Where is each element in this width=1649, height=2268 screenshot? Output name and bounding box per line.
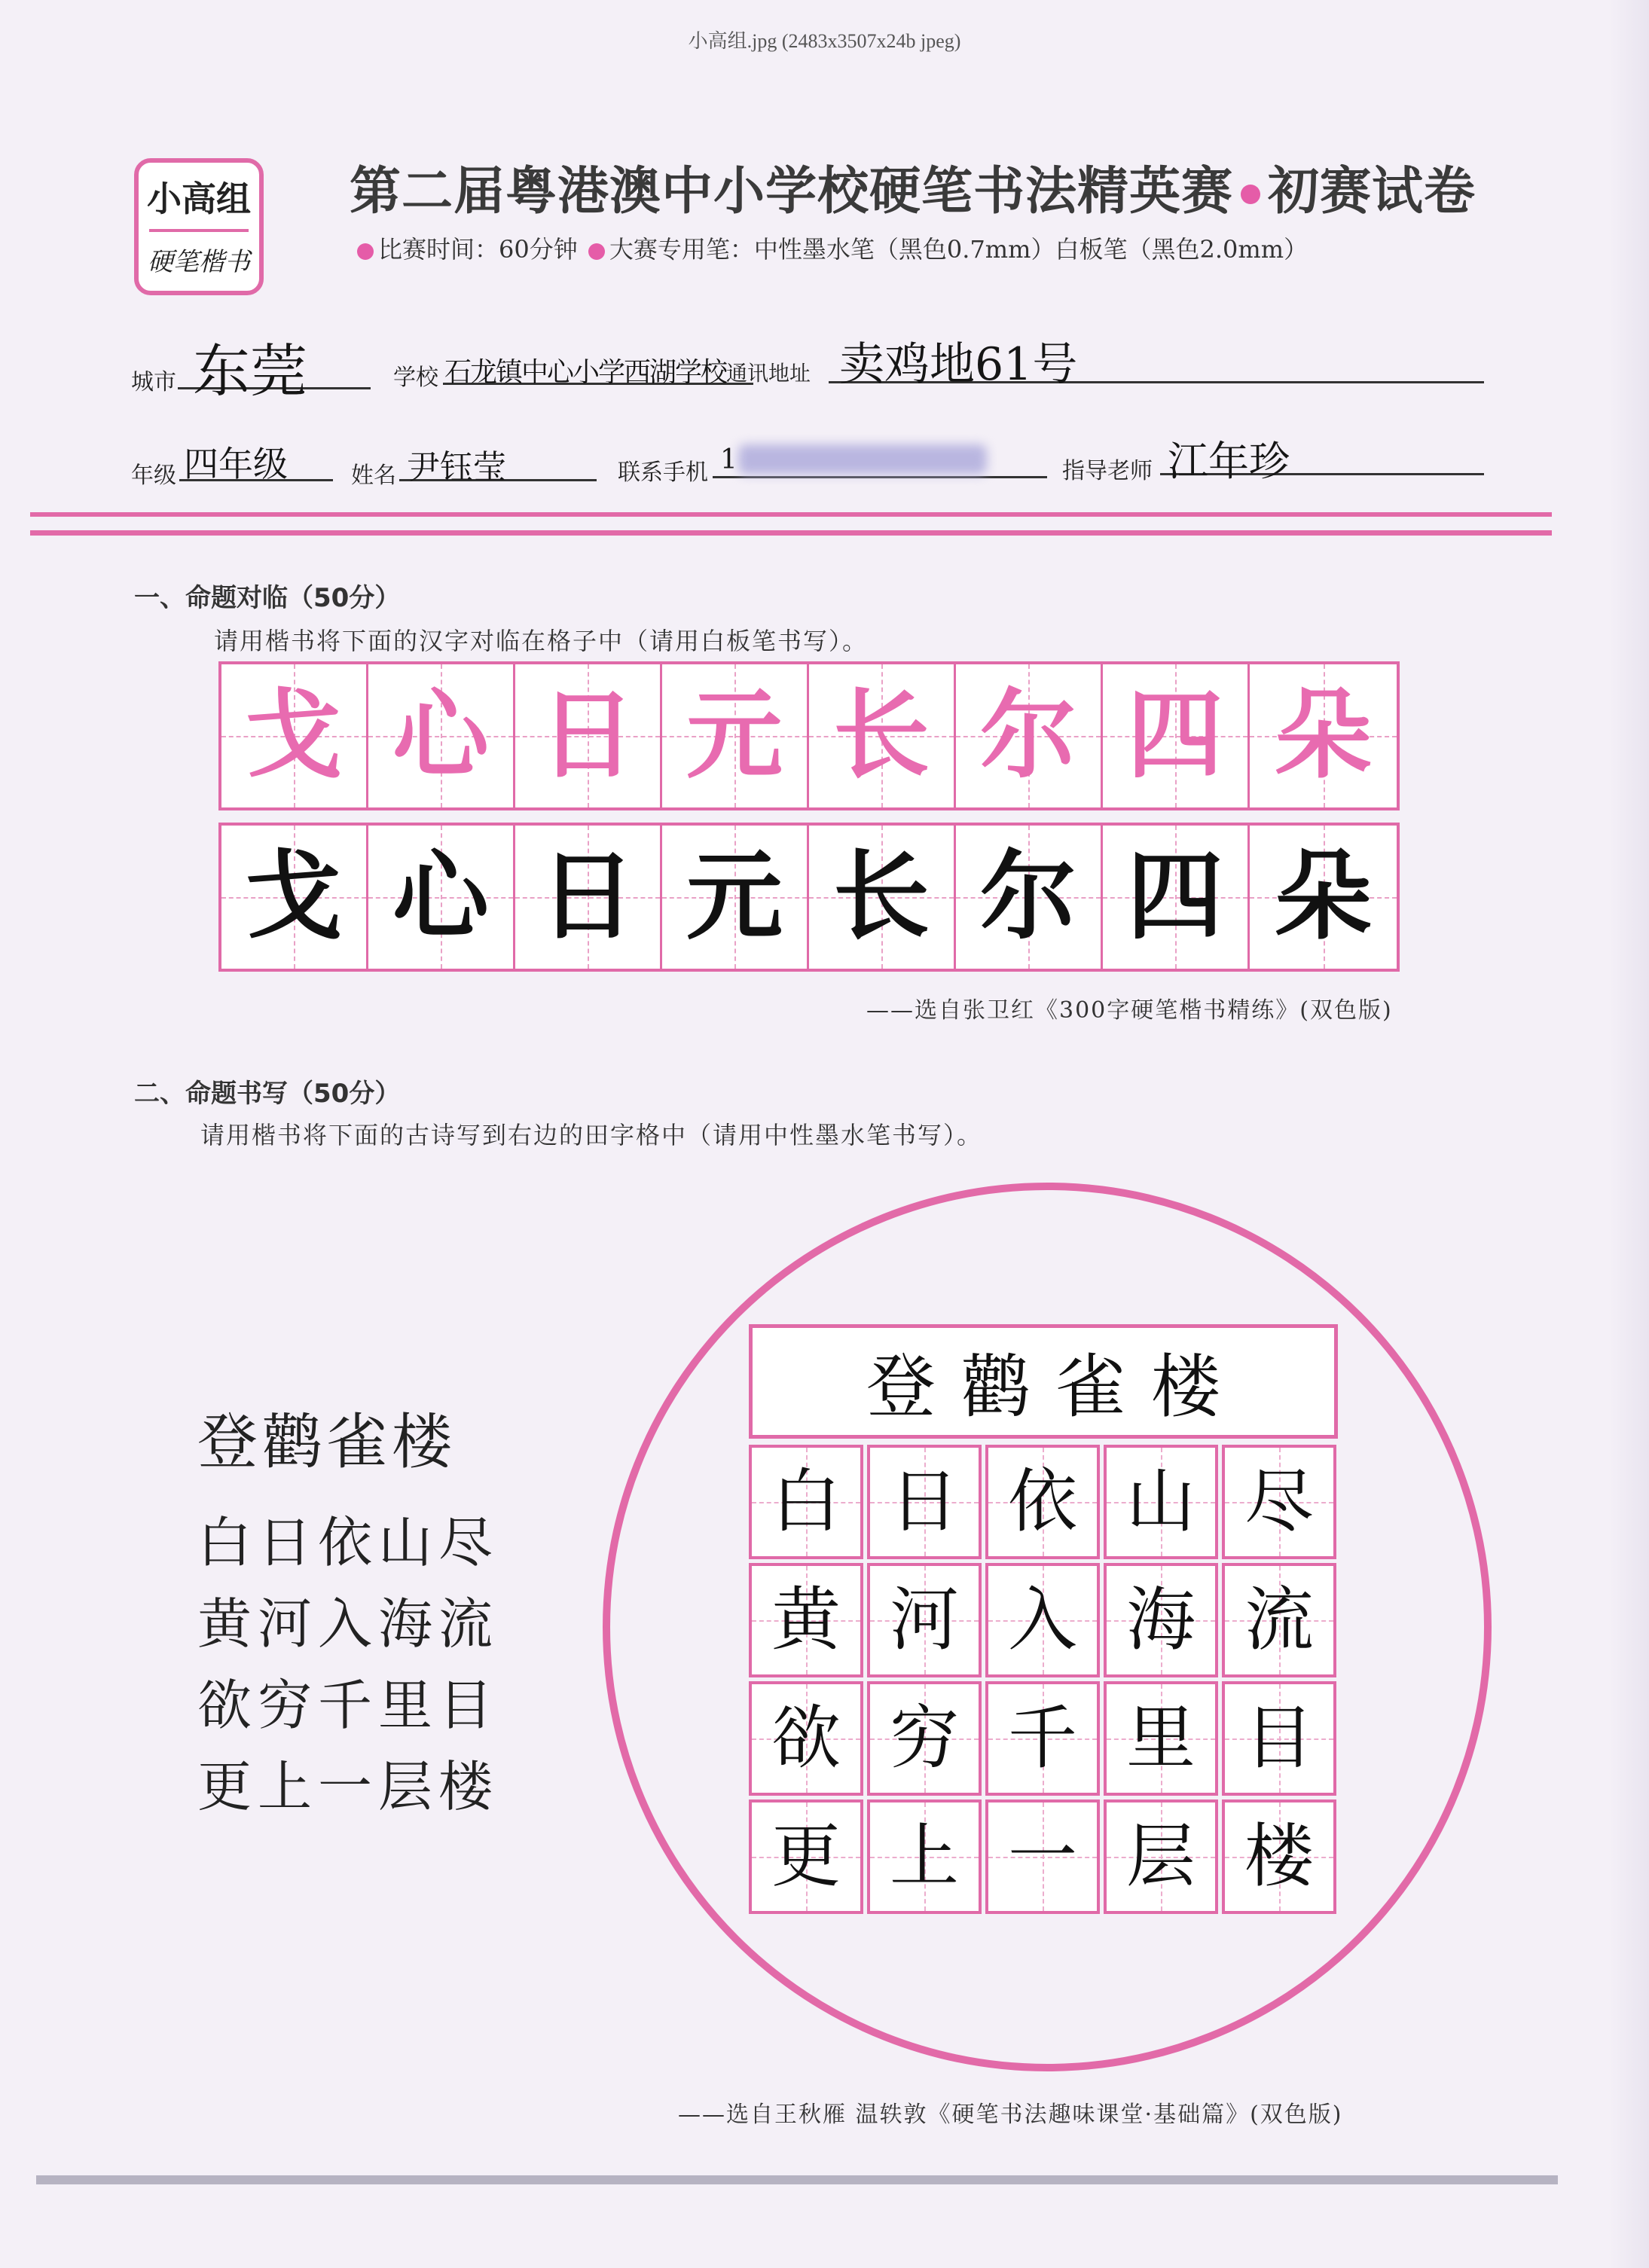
pen-note: 大赛专用笔：中性墨水笔（黑色0.7mm）白板笔（黑色2.0mm）	[609, 235, 1309, 264]
poem-line: 黄河入海流	[197, 1592, 499, 1656]
tianzige-cell[interactable]	[749, 1445, 863, 1559]
copied-char: 长	[832, 841, 930, 953]
section2-instruction: 请用楷书将下面的古诗写到右边的田字格中（请用中性墨水笔书写）。	[200, 1121, 983, 1149]
file-caption: 小高组.jpg (2483x3507x24b jpeg)	[688, 30, 961, 52]
model-cell	[956, 664, 1103, 807]
school-label: 学校	[393, 365, 438, 391]
scan-edge	[1608, 0, 1649, 2268]
title-main: 第二届粤港澳中小学校硬笔书法精英赛	[350, 162, 1234, 221]
model-char: 四	[1126, 679, 1223, 792]
written-char: 层	[1125, 1816, 1196, 1897]
name-label: 姓名	[351, 462, 396, 489]
tianzige-cell[interactable]	[985, 1681, 1100, 1796]
header-divider-top	[30, 512, 1552, 517]
written-char: 一	[1007, 1816, 1077, 1897]
section1-instruction: 请用楷书将下面的汉字对临在格子中（请用白板笔书写）。	[214, 627, 869, 655]
tianzige-cell[interactable]	[985, 1563, 1100, 1677]
title-suffix: 初赛试卷	[1268, 162, 1476, 221]
written-char: 黄	[771, 1580, 841, 1660]
phone-field[interactable]: 1	[720, 444, 737, 475]
written-char: 千	[1007, 1698, 1077, 1778]
grid-row	[749, 1681, 1340, 1796]
model-cell	[221, 664, 368, 807]
written-char: 穷	[889, 1698, 959, 1778]
tianzige-cell[interactable]	[1104, 1445, 1218, 1559]
copy-cell[interactable]	[662, 826, 809, 969]
tianzige-cell[interactable]	[867, 1799, 982, 1914]
copied-char: 戈	[245, 841, 342, 953]
copy-cell[interactable]	[515, 826, 662, 969]
tianzige-cell[interactable]	[1222, 1445, 1336, 1559]
city-field[interactable]: 东莞	[193, 337, 307, 404]
footer-bar	[36, 2175, 1558, 2184]
copy-cell[interactable]	[1250, 826, 1397, 969]
model-cell	[1103, 664, 1250, 807]
tianzige-cell[interactable]	[1104, 1563, 1218, 1677]
tianzige-cell[interactable]	[1222, 1563, 1336, 1677]
tianzige-cell[interactable]	[985, 1799, 1100, 1914]
tianzige-grid	[749, 1445, 1340, 1918]
copied-char: 尔	[979, 841, 1076, 953]
copied-char: 四	[1126, 841, 1223, 953]
written-title: 登鹳雀楼	[866, 1347, 1246, 1427]
tianzige-cell[interactable]	[867, 1563, 982, 1677]
phone-label: 联系手机	[618, 459, 708, 486]
copy-cell[interactable]	[368, 826, 515, 969]
tianzige-cell[interactable]	[985, 1445, 1100, 1559]
teacher-field[interactable]: 江年珍	[1168, 438, 1290, 485]
tianzige-cell[interactable]	[1104, 1681, 1218, 1796]
written-char: 海	[1125, 1580, 1196, 1660]
written-char: 欲	[771, 1698, 841, 1778]
bullet-icon	[357, 243, 374, 260]
model-char: 长	[832, 679, 930, 792]
written-char: 流	[1244, 1580, 1314, 1660]
poem-title: 登鹳雀楼	[197, 1407, 457, 1477]
city-label: 城市	[131, 369, 176, 395]
poem-line: 欲穷千里目	[197, 1674, 499, 1737]
written-char: 山	[1125, 1461, 1196, 1542]
badge-group-label: 小高组	[147, 179, 251, 219]
header-divider-bottom	[30, 530, 1552, 536]
written-char: 依	[1007, 1461, 1077, 1542]
grid-row	[749, 1799, 1340, 1914]
model-char: 日	[539, 679, 636, 792]
exam-notes	[354, 230, 1308, 265]
grade-label: 年级	[131, 462, 176, 489]
model-cell	[662, 664, 809, 807]
written-title-box[interactable]	[749, 1324, 1338, 1439]
written-char: 目	[1244, 1698, 1314, 1778]
copied-char: 朵	[1275, 841, 1372, 953]
tianzige-cell[interactable]	[749, 1563, 863, 1677]
written-char: 入	[1007, 1580, 1077, 1660]
poem-line: 更上一层楼	[197, 1755, 499, 1818]
copy-cell[interactable]	[809, 826, 956, 969]
model-char: 心	[392, 679, 489, 792]
grid-row	[749, 1445, 1340, 1559]
name-field[interactable]: 尹钰莹	[407, 448, 506, 487]
written-char: 上	[889, 1816, 959, 1897]
copied-char: 元	[686, 841, 783, 953]
badge-category-label: 硬笔楷书	[148, 247, 250, 277]
tianzige-cell[interactable]	[1222, 1799, 1336, 1914]
grade-field[interactable]: 四年级	[184, 444, 288, 484]
phone-line	[713, 476, 1047, 478]
address-field[interactable]: 卖鸡地61号	[839, 338, 1078, 391]
written-char: 楼	[1244, 1816, 1314, 1897]
tianzige-cell[interactable]	[1222, 1681, 1336, 1796]
model-char: 元	[686, 679, 783, 792]
copied-char: 日	[539, 841, 636, 953]
written-char: 白	[771, 1461, 841, 1542]
written-char: 日	[889, 1461, 959, 1542]
time-note: 比赛时间：60分钟	[378, 235, 578, 264]
tianzige-cell[interactable]	[867, 1681, 982, 1796]
model-char: 戈	[245, 679, 342, 792]
tianzige-cell[interactable]	[749, 1681, 863, 1796]
tianzige-cell[interactable]	[749, 1799, 863, 1914]
group-badge	[134, 158, 264, 295]
written-char: 尽	[1244, 1461, 1314, 1542]
written-char: 里	[1125, 1698, 1196, 1778]
tianzige-cell[interactable]	[1104, 1799, 1218, 1914]
section1-title: 一、命题对临（50分）	[134, 583, 401, 613]
redacted-phone-blur	[738, 444, 987, 475]
model-char: 朵	[1275, 679, 1372, 792]
badge-divider	[149, 229, 249, 232]
tianzige-cell[interactable]	[867, 1445, 982, 1559]
model-character-row	[218, 661, 1400, 810]
title-dot-icon	[1241, 185, 1260, 204]
page-title	[350, 151, 1476, 224]
copy-cell[interactable]	[221, 826, 368, 969]
model-cell	[368, 664, 515, 807]
written-char: 河	[889, 1580, 959, 1660]
model-cell	[1250, 664, 1397, 807]
poem-line: 白日依山尽	[197, 1511, 499, 1574]
section1-source: ——选自张卫红《300字硬笔楷书精练》(双色版)	[866, 997, 1393, 1024]
copied-char: 心	[392, 841, 489, 953]
school-field[interactable]: 石龙镇中心小学西湖学校	[444, 357, 727, 388]
written-char: 更	[771, 1816, 841, 1897]
model-cell	[809, 664, 956, 807]
grid-row	[749, 1563, 1340, 1677]
copy-cell[interactable]	[1103, 826, 1250, 969]
model-char: 尔	[979, 679, 1076, 792]
address-label: 通讯地址	[726, 361, 811, 386]
copy-cell[interactable]	[956, 826, 1103, 969]
section2-title: 二、命题书写（50分）	[134, 1079, 401, 1109]
bullet-icon	[588, 243, 605, 260]
section2-source: ——选自王秋雁 温轶敦《硬笔书法趣味课堂·基础篇》(双色版)	[678, 2102, 1343, 2128]
model-cell	[515, 664, 662, 807]
teacher-label: 指导老师	[1062, 458, 1153, 484]
copy-character-row	[218, 823, 1400, 972]
